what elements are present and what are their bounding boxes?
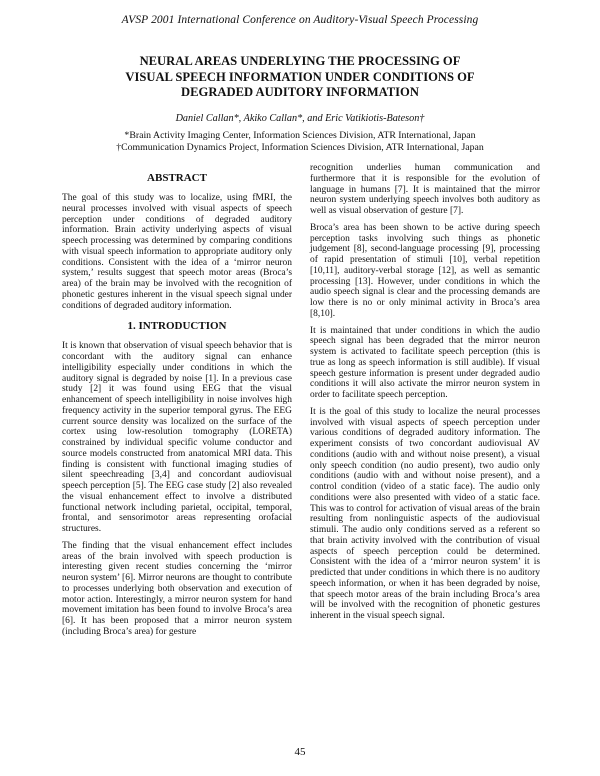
title-line: NEURAL AREAS UNDERLYING THE PROCESSING OF <box>139 54 461 68</box>
page-number: 45 <box>294 746 306 758</box>
body-paragraph: Broca’s area has been shown to be active during speech perception tasks involving such things as phonetic judgement [8], second-language processing [9], processing of rapid presentation of stimuli [10], verbal repetition [10,11], auditory-verbal storage [12], as well as semantic processing [13]. However, under conditions in which the audio speech signal is clear and the processing demands are low there is no or only minimal activity in Broca’s area [8,10]. <box>310 222 540 319</box>
title-line: VISUAL SPEECH INFORMATION UNDER CONDITIONS OF <box>125 69 475 84</box>
right-column <box>310 163 540 628</box>
introduction-heading: 1. INTRODUCTION <box>127 320 227 333</box>
paper-title <box>40 54 560 101</box>
left-column <box>62 163 292 644</box>
body-paragraph: recognition underlies human communication and furthermore that it is responsible for the evolution of language in humans [7]. It is maintained that the mirror neuron system underlying speech involves both auditory as well as visual observation of gesture [7]. <box>310 163 540 216</box>
body-paragraph: It is maintained that under conditions in which the audio speech signal has been degraded that the mirror neuron system is activated to facilitate speech perception (this is true as long as speech information is still audible). If visual speech gesture information is present under degraded audio conditions it will also activate the mirror neuron system in order to facilitate speech perception. <box>310 325 540 400</box>
body-paragraph: The finding that the visual enhancement effect includes areas of the brain involved with speech production is interesting given recent studies concerning the ‘mirror neuron system’ [6]. Mirror neurons are thought to contribute to processes underlying both observation and execution of motor action. Interestingly, a mirror neuron system for hand movement imitation has been found to involve Broca’s area [6]. It has been proposed that a mirror neuron system (including Broca’s area) for gesture <box>62 540 292 637</box>
title-line: DEGRADED AUDITORY INFORMATION <box>181 85 419 99</box>
affiliation-line: *Brain Activity Imaging Center, Information Sciences Division, ATR International, Japan <box>124 130 476 141</box>
running-head: AVSP 2001 International Conference on Auditory-Visual Speech Processing <box>121 14 479 26</box>
abstract-text: The goal of this study was to localize, using fMRI, the neural processes involved with visual aspects of speech perception under conditions of degraded auditory information. Brain activity underlying aspects of visual speech processing was determined by comparing conditions with visual speech information to appropriate auditory only conditions. Consistent with the idea of a ‘mirror neuron system,’ results suggest that speech motor areas (Broca’s area) of the brain may be involved with the recognition of phonetic gestures inherent in the visual speech signal under conditions of degraded auditory information. <box>62 193 292 311</box>
author-list: Daniel Callan*, Akiko Callan*, and Eric Vatikiotis-Bateson† <box>175 113 425 124</box>
abstract-heading: ABSTRACT <box>147 172 207 184</box>
body-paragraph: It is the goal of this study to localize the neural processes involved with visual aspects of speech perception under various conditions of degraded auditory information. The experiment consists of two concordant audiovisual AV conditions (audio with and without noise present), a visual only speech condition (no audio present), two audio only conditions (audio with and without noise present), and a control condition (video of a static face). The audio only conditions were also presented with video of a static face. This was to control for activation of visual areas of the brain resulting from nonlinguistic aspects of the audiovisual stimuli. The audio only conditions served as a referent so that brain activity involved with the contribution of visual aspects of speech perception could be determined. Consistent with the idea of a ‘mirror neuron system’ it is predicted that under conditions in which there is no auditory speech information, or when it has been degraded by noise, that speech motor areas of the brain including Broca’s area will be involved with the recognition of phonetic gestures inherent in the visual speech signal. <box>310 406 540 621</box>
affiliation-line: †Communication Dynamics Project, Information Sciences Division, ATR International, Japan <box>116 142 484 153</box>
body-paragraph: It is known that observation of visual speech behavior that is concordant with the auditory signal can enhance intelligibility especially under conditions in which the auditory signal is degraded by noise [1]. In a previous case study [2] it was found using EEG that the visual enhancement of speech intelligibility in noise involves high frequency activity in the superior temporal gyrus. The EEG current source density was localized on the surface of the cortex using low-resolution tomography (LORETA) constrained by individual specific volume conductor and source models constructed from anatomical MRI data. This finding is consistent with functional imaging studies of silent speechreading [3,4] and concordant audiovisual speech perception [5]. The EEG case study [2] also revealed the visual enhancement effect to involve a distributed functional network including parietal, occipital, temporal, frontal, and sensorimotor areas representing orofacial structures. <box>62 341 292 534</box>
